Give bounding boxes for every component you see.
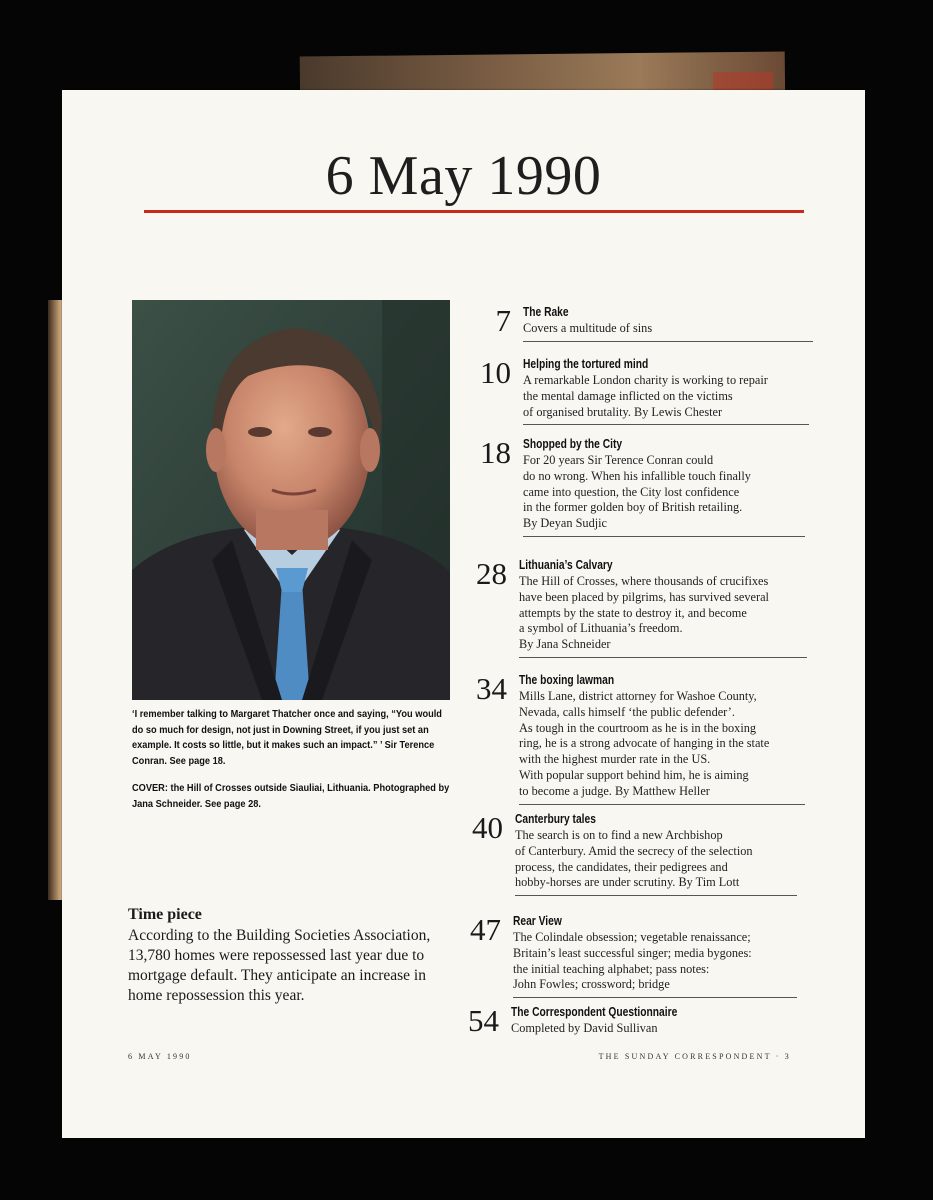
entry-summary-line: As tough in the courtroom as he is in the boxing: [519, 720, 757, 735]
entry-page-number: 40: [472, 810, 503, 845]
entry-summary-line: have been placed by pilgrims, has survived several: [519, 589, 769, 604]
caption-quote: ‘I remember talking to Margaret Thatcher once and saying, “You would do so much for design, not just in Downing Street, if you just set an example. It costs so little, but it makes such an impact.” ’ Sir Terence Conran. See page 18.: [132, 708, 442, 767]
entry-page-number: 18: [480, 435, 511, 470]
entry-summary-line: attempts by the state to destroy it, and become: [519, 605, 747, 620]
entry-separator: [523, 341, 813, 342]
entry-summary: [515, 828, 797, 891]
entry-separator: [513, 997, 797, 998]
entry-summary-line: The Hill of Crosses, where thousands of crucifixes: [519, 574, 769, 588]
entry-summary-line: do no wrong. When his infallible touch finally: [523, 468, 751, 483]
entry-summary-line: the initial teaching alphabet; pass notes:: [513, 961, 710, 976]
entry-summary: [511, 1021, 801, 1037]
entry-summary-line: By Deyan Sudjic: [523, 516, 608, 531]
entry-summary-line: The Colindale obsession; vegetable renaissance;: [513, 930, 751, 944]
entry-summary-line: The search is on to find a new Archbishop: [515, 828, 723, 842]
footer-publication: THE SUNDAY CORRESPONDENT · 3: [598, 1052, 791, 1061]
entry-summary: [513, 930, 797, 993]
entry-title: The Rake: [523, 305, 569, 319]
entry-summary-line: Completed by David Sullivan: [511, 1021, 658, 1035]
page-title: 6 May 1990: [325, 145, 602, 207]
entry-separator: [523, 424, 809, 425]
red-rule: [144, 210, 804, 213]
underlying-red-masthead: [713, 72, 773, 91]
entry-summary-line: Britain’s least successful singer; media bygones:: [513, 945, 752, 960]
caption-cover: COVER: the Hill of Crosses outside Siauliai, Lithuania. Photographed by Jana Schneider. See page 28.: [132, 782, 450, 810]
entry-separator: [523, 536, 805, 537]
entry-title: Shopped by the City: [523, 437, 623, 451]
entry-summary-line: Mills Lane, district attorney for Washoe County,: [519, 689, 757, 703]
entry-summary-line: of Canterbury. Amid the secrecy of the selection: [515, 843, 753, 858]
time-piece-body: According to the Building Societies Association, 13,780 homes were repossessed last year due to mortgage default. They anticipate an increase in home repossession this year.: [128, 927, 431, 1004]
entry-summary-line: For 20 years Sir Terence Conran could: [523, 453, 714, 467]
entry-page-number: 47: [470, 912, 501, 947]
entry-summary: [523, 321, 813, 337]
entry-title: The boxing lawman: [519, 673, 615, 687]
entry-summary-line: process, the candidates, their pedigrees and: [515, 859, 728, 874]
entry-summary: [523, 373, 809, 420]
entry-separator: [519, 657, 807, 658]
entry-page-number: 10: [480, 355, 511, 390]
entry-separator: [515, 895, 797, 896]
entry-page-number: 34: [476, 671, 507, 706]
entry-summary-line: hobby-horses are under scrutiny. By Tim Lott: [515, 875, 740, 890]
entry-summary-line: with the highest murder rate in the US.: [519, 752, 711, 767]
photo-caption: [132, 707, 450, 824]
entry-title: Canterbury tales: [515, 812, 596, 826]
footer-date: 6 MAY 1990: [128, 1052, 192, 1061]
entry-title: The Correspondent Questionnaire: [511, 1005, 678, 1019]
entry-summary-line: Covers a multitude of sins: [523, 321, 653, 335]
entry-summary-line: came into question, the City lost confidence: [523, 484, 740, 499]
entry-summary: [519, 689, 805, 800]
entry-title: Helping the tortured mind: [523, 357, 649, 371]
entry-summary: [523, 453, 805, 532]
entry-summary-line: ring, he is a strong advocate of hanging in the state: [519, 736, 770, 751]
entry-summary-line: the mental damage inflicted on the victims: [523, 388, 733, 403]
contents-page: [62, 90, 865, 1138]
entry-summary-line: of organised brutality. By Lewis Chester: [523, 404, 723, 419]
entry-summary-line: Nevada, calls himself ‘the public defender’.: [519, 704, 735, 719]
entry-separator: [519, 804, 805, 805]
entry-summary-line: in the former golden boy of British retailing.: [523, 500, 743, 515]
portrait-illustration: [132, 300, 450, 700]
entry-page-number: 7: [495, 303, 511, 338]
entry-summary-line: A remarkable London charity is working to repair: [523, 373, 768, 387]
entry-page-number: 28: [476, 556, 507, 591]
entry-page-number: 54: [468, 1003, 499, 1038]
time-piece-title: Time piece: [128, 906, 202, 923]
entry-summary-line: to become a judge. By Matthew Heller: [519, 783, 710, 798]
entry-title: Rear View: [513, 914, 562, 928]
entry-summary-line: With popular support behind him, he is aiming: [519, 767, 749, 782]
entry-summary-line: John Fowles; crossword; bridge: [513, 977, 670, 992]
entry-summary: [519, 574, 807, 653]
entry-summary-line: By Jana Schneider: [519, 637, 611, 652]
portrait-photo: [132, 300, 450, 700]
time-piece: [128, 906, 448, 1006]
entry-summary-line: a symbol of Lithuania’s freedom.: [519, 621, 683, 636]
entry-title: Lithuania’s Calvary: [519, 558, 613, 572]
